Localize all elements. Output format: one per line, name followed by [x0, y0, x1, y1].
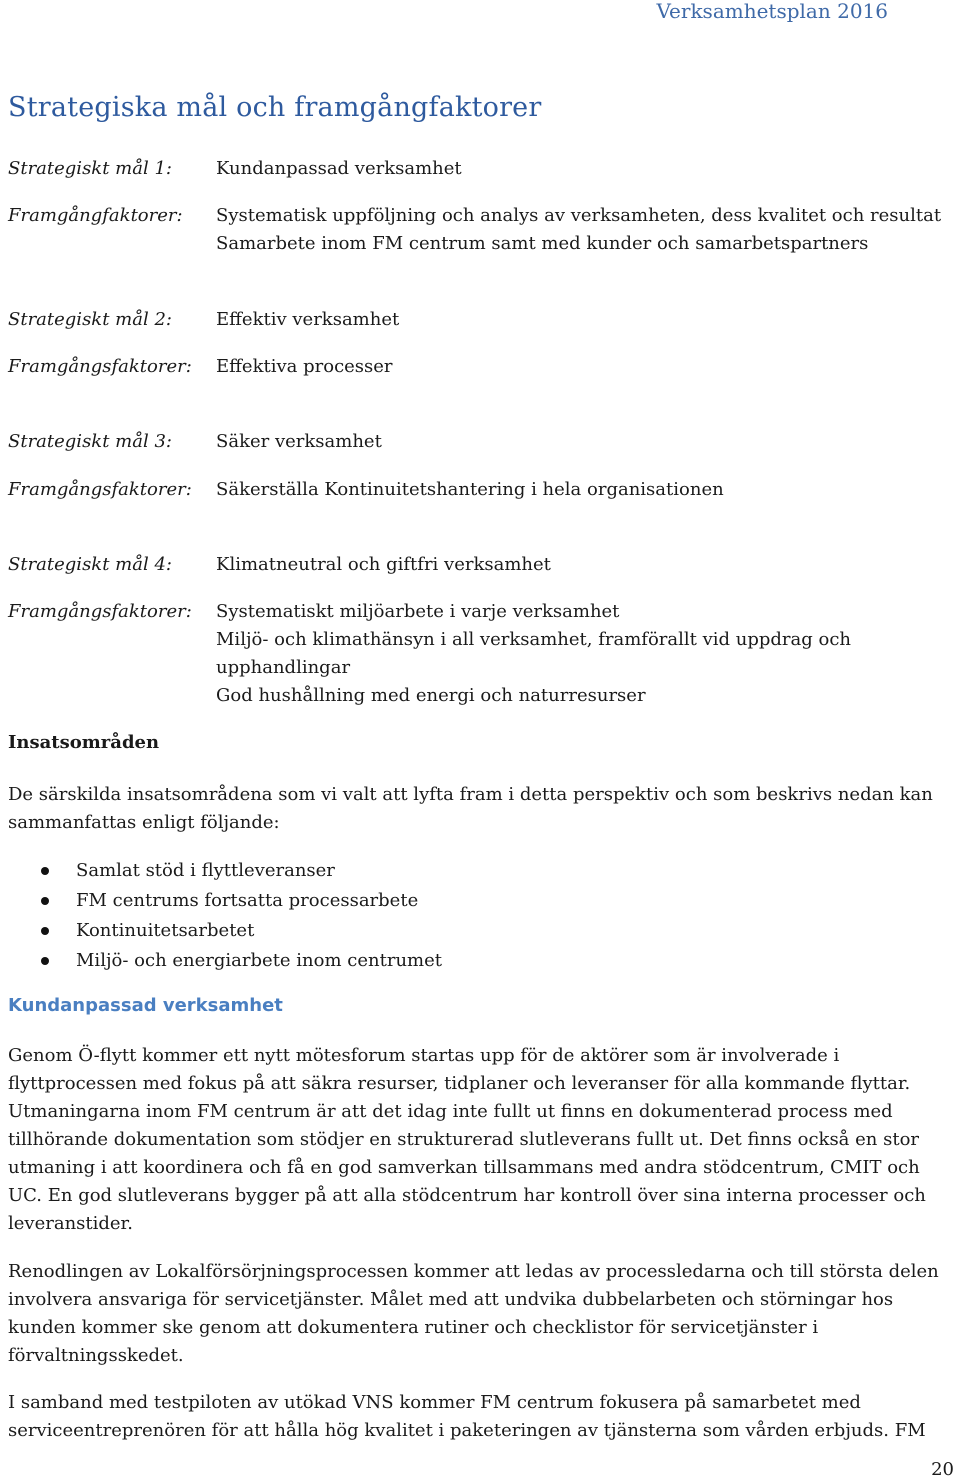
running-header: Verksamhetsplan 2016 — [656, 0, 888, 23]
factor-item: Systematisk uppföljning och analys av verksamheten, dess kvalitet och resultat — [216, 205, 942, 226]
goal-label: Strategiskt mål 1: — [8, 158, 172, 179]
factor-item: Samarbete inom FM centrum samt med kunder och samarbetspartners — [216, 233, 869, 254]
insats-heading: Insatsområden — [8, 732, 160, 753]
page-title: Strategiska mål och framgångfaktorer — [8, 92, 542, 123]
goal-value: Effektiv verksamhet — [216, 309, 400, 330]
factor-item: upphandlingar — [216, 657, 351, 678]
bullet-icon — [41, 867, 49, 875]
goal-value: Klimatneutral och giftfri verksamhet — [216, 554, 551, 575]
goal-value: Säker verksamhet — [216, 431, 382, 452]
list-item — [8, 946, 442, 976]
factor-item: Effektiva processer — [216, 356, 393, 377]
factor-item: Systematiskt miljöarbete i varje verksamhet — [216, 601, 620, 622]
body-paragraph-3: I samband med testpiloten av utökad VNS kommer FM centrum fokusera på samarbetet med serviceentreprenören för att hålla hög kvalitet i paketeringen av tjänsterna som vården erbjuds. FM — [8, 1392, 926, 1441]
kundanpassad-heading: Kundanpassad verksamhet — [8, 995, 283, 1016]
list-item — [8, 856, 442, 886]
factors-label: Framgångsfaktorer: — [8, 601, 192, 622]
body-paragraph-1: Genom Ö-flytt kommer ett nytt mötesforum startas upp för de aktörer som är involverade i flyttprocessen med fokus på att säkra resurser, tidplaner och leveranser för alla kommande flyttar. Utmaningarna inom FM centrum är att det idag inte fullt ut finns en dokumenterad process med tillhörande dokumentation som stödjer en strukturerad slutleverans fullt ut. Det finns också en stor utmaning i att koordinera och få en god samverkan tillsammans med andra stödcentrum, CMIT och UC. En god slutleverans bygger på att alla stödcentrum har kontroll över sina interna processer och leveranstider. — [8, 1045, 926, 1234]
list-item — [8, 916, 442, 946]
factors-label: Framgångsfaktorer: — [8, 479, 192, 500]
factors-label: Framgångsfaktorer: — [8, 356, 192, 377]
bullet-icon — [41, 927, 49, 935]
list-item-text: Samlat stöd i flyttleveranser — [76, 860, 335, 881]
factors-list — [216, 202, 941, 258]
goal-label: Strategiskt mål 3: — [8, 431, 172, 452]
list-item — [8, 886, 442, 916]
body-paragraph-2: Renodlingen av Lokalförsörjningsprocessen kommer att ledas av processledarna och till största delen involvera ansvariga för servicetjänster. Målet med att undvika dubbelarbeten och störningar hos kunden kommer ske genom att dokumentera rutiner och checklistor för servicetjänster i förvaltningsskedet. — [8, 1261, 939, 1366]
insats-bullet-list — [8, 856, 442, 976]
goal-label: Strategiskt mål 2: — [8, 309, 172, 330]
list-item-text: Miljö- och energiarbete inom centrumet — [76, 950, 442, 971]
factor-item: Miljö- och klimathänsyn i all verksamhet, framförallt vid uppdrag och — [216, 629, 852, 650]
list-item-text: FM centrums fortsatta processarbete — [76, 890, 419, 911]
list-item-text: Kontinuitetsarbetet — [76, 920, 255, 941]
goal-label: Strategiskt mål 4: — [8, 554, 172, 575]
bullet-icon — [41, 897, 49, 905]
factors-list — [216, 598, 851, 710]
page-number: 20 — [931, 1459, 954, 1480]
factor-item: God hushållning med energi och naturresurser — [216, 685, 646, 706]
factors-list — [216, 353, 393, 381]
insats-intro: De särskilda insatsområdena som vi valt att lyfta fram i detta perspektiv och som beskrivs nedan kan sammanfattas enligt följande: — [8, 784, 933, 833]
goal-value: Kundanpassad verksamhet — [216, 158, 462, 179]
factor-item: Säkerställa Kontinuitetshantering i hela organisationen — [216, 479, 724, 500]
factors-list — [216, 476, 724, 504]
factors-label: Framgångfaktorer: — [8, 205, 183, 226]
bullet-icon — [41, 957, 49, 965]
